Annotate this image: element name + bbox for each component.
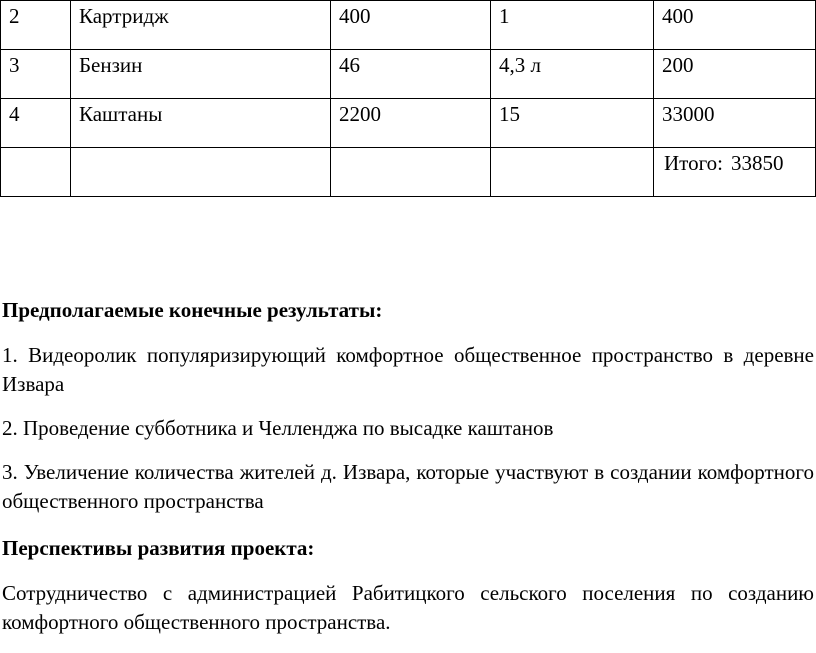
- results-section: [2, 296, 814, 325]
- total-value: 33850: [731, 151, 784, 175]
- prospects-heading: Перспективы развития проекта:: [2, 536, 315, 560]
- table-row: [1, 1, 816, 50]
- cell-number: 2: [1, 1, 71, 50]
- total-label: Итого:: [664, 151, 723, 175]
- budget-table: [0, 0, 816, 197]
- prospects-body: [2, 579, 814, 637]
- prospects-text: Сотрудничество с администрацией Рабитицкого сельского поселения по созданию комфортного общественного пространства.: [2, 581, 814, 634]
- table-total-row: [1, 148, 816, 197]
- cell-price: 2200: [331, 99, 491, 148]
- cell-sum: 400: [654, 1, 816, 50]
- table-row: [1, 99, 816, 148]
- cell-item-name: Картридж: [71, 1, 331, 50]
- cell-total: [654, 148, 816, 197]
- cell-empty: [71, 148, 331, 197]
- table-row: [1, 50, 816, 99]
- cell-item-name: Бензин: [71, 50, 331, 99]
- results-item-text: 3. Увеличение количества жителей д. Извара, которые участвуют в создании комфортного общественного пространства: [2, 460, 814, 513]
- results-item-2: [2, 414, 814, 443]
- results-item-text: 2. Проведение субботника и Челленджа по высадке каштанов: [2, 416, 554, 440]
- results-item-1: [2, 341, 814, 399]
- cell-empty: [331, 148, 491, 197]
- cell-number: 3: [1, 50, 71, 99]
- prospects-section: [2, 534, 814, 563]
- cell-empty: [491, 148, 654, 197]
- cell-quantity: 1: [491, 1, 654, 50]
- cell-number: 4: [1, 99, 71, 148]
- cell-price: 400: [331, 1, 491, 50]
- cell-sum: 33000: [654, 99, 816, 148]
- cell-price: 46: [331, 50, 491, 99]
- results-item-text: 1. Видеоролик популяризирующий комфортное общественное пространство в деревне Извара: [2, 343, 814, 396]
- cell-quantity: 15: [491, 99, 654, 148]
- cell-sum: 200: [654, 50, 816, 99]
- cell-quantity: 4,3 л: [491, 50, 654, 99]
- results-heading: Предполагаемые конечные результаты:: [2, 298, 383, 322]
- results-item-3: [2, 458, 814, 516]
- cell-empty: [1, 148, 71, 197]
- cell-item-name: Каштаны: [71, 99, 331, 148]
